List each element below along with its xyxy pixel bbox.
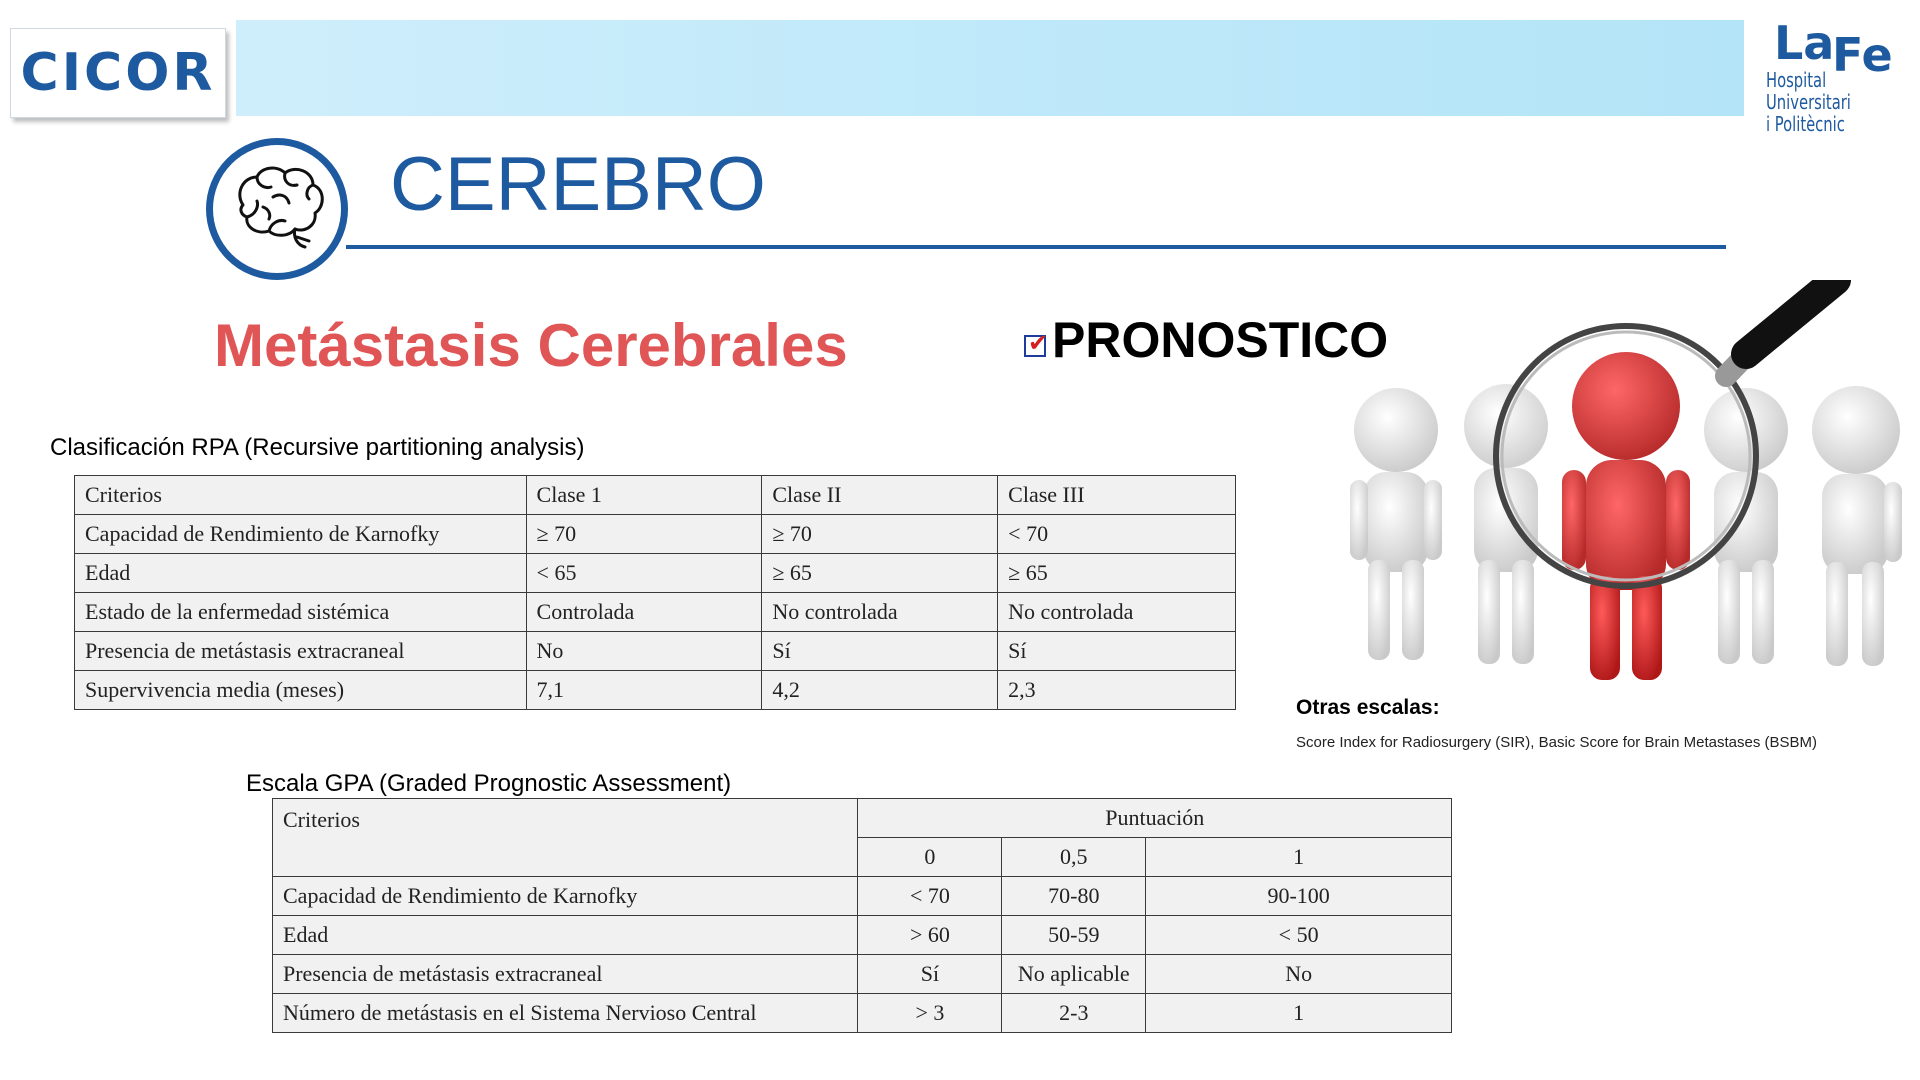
table-cell: Presencia de metástasis extracraneal [273, 955, 858, 994]
table-row [75, 515, 1236, 554]
table-row [75, 593, 1236, 632]
table-header-cell: Clase III [998, 476, 1236, 515]
table-cell: Estado de la enfermedad sistémica [75, 593, 527, 632]
figure-white-1 [1350, 388, 1442, 660]
other-scales-title: Otras escalas: [1296, 696, 1440, 719]
table-cell: 2-3 [1002, 994, 1146, 1033]
table-cell: < 70 [858, 877, 1002, 916]
table-cell: Capacidad de Rendimiento de Karnofky [273, 877, 858, 916]
table-cell: Sí [998, 632, 1236, 671]
table-cell: Controlada [526, 593, 762, 632]
other-scales-text: Score Index for Radiosurgery (SIR), Basic Score for Brain Metastases (BSBM) [1296, 734, 1818, 751]
table-cell: > 60 [858, 916, 1002, 955]
header-band [236, 20, 1744, 116]
table-cell: No [1146, 955, 1452, 994]
lafe-logo-la: La [1774, 16, 1835, 70]
brain-icon [213, 145, 341, 273]
table-row [273, 994, 1452, 1033]
pronostico-text: PRONOSTICO [1052, 312, 1389, 368]
section-title: CEREBRO [390, 142, 766, 227]
table-cell: Edad [75, 554, 527, 593]
title-divider [346, 245, 1726, 249]
brain-icon-badge [206, 138, 348, 280]
rpa-table [74, 475, 1236, 710]
table-cell: 90-100 [1146, 877, 1452, 916]
table-cell: ≥ 70 [526, 515, 762, 554]
figure-white-4 [1812, 386, 1902, 666]
pronostico-label [1024, 310, 1388, 370]
table-header-cell: 0,5 [1002, 838, 1146, 877]
lafe-logo-line-2: Universitari [1766, 90, 1851, 114]
table-header-cell: 0 [858, 838, 1002, 877]
table-header-cell: Criterios [75, 476, 527, 515]
lafe-logo [1762, 18, 1912, 138]
table-cell: 1 [1146, 994, 1452, 1033]
table-cell: No aplicable [1002, 955, 1146, 994]
table-cell: Presencia de metástasis extracraneal [75, 632, 527, 671]
table-cell: 50-59 [1002, 916, 1146, 955]
table-cell: No controlada [998, 593, 1236, 632]
table-cell: 2,3 [998, 671, 1236, 710]
table-cell: Supervivencia media (meses) [75, 671, 527, 710]
magnifier-person-icon [1336, 280, 1916, 692]
table-row [75, 671, 1236, 710]
table-cell: 70-80 [1002, 877, 1146, 916]
table-row [75, 554, 1236, 593]
table-header-cell: 1 [1146, 838, 1452, 877]
table-cell: < 50 [1146, 916, 1452, 955]
table-cell: < 65 [526, 554, 762, 593]
table-cell: ≥ 70 [762, 515, 998, 554]
cicor-logo [10, 28, 226, 118]
table-header-cell: Criterios [273, 799, 858, 877]
table-cell: > 3 [858, 994, 1002, 1033]
table-cell: 4,2 [762, 671, 998, 710]
table-cell: No controlada [762, 593, 998, 632]
table-row [75, 632, 1236, 671]
table-cell: ≥ 65 [762, 554, 998, 593]
table-header-cell: Puntuación [858, 799, 1452, 838]
cicor-logo-text: CICOR [20, 43, 216, 103]
table-cell: Capacidad de Rendimiento de Karnofky [75, 515, 527, 554]
table-row [273, 955, 1452, 994]
table-header-row [75, 476, 1236, 515]
checkbox-checked-icon: ✔ [1024, 335, 1046, 357]
table-cell: Sí [858, 955, 1002, 994]
lafe-logo-fe: Fe [1832, 28, 1893, 82]
table-header-row [273, 799, 1452, 838]
table-row [273, 877, 1452, 916]
table-cell: 7,1 [526, 671, 762, 710]
page-heading: Metástasis Cerebrales [214, 312, 848, 379]
table-row [273, 916, 1452, 955]
table-cell: Número de metástasis en el Sistema Nervioso Central [273, 994, 858, 1033]
gpa-table [272, 798, 1452, 1033]
table-cell: ≥ 65 [998, 554, 1236, 593]
gpa-caption: Escala GPA (Graded Prognostic Assessment) [246, 770, 732, 797]
table-cell: No [526, 632, 762, 671]
table-header-cell: Clase II [762, 476, 998, 515]
lafe-logo-line-1: Hospital [1766, 68, 1827, 92]
table-cell: Sí [762, 632, 998, 671]
rpa-caption: Clasificación RPA (Recursive partitioning analysis) [50, 434, 585, 461]
table-cell: Edad [273, 916, 858, 955]
table-cell: < 70 [998, 515, 1236, 554]
table-header-cell: Clase 1 [526, 476, 762, 515]
lafe-logo-line-3: i Politècnic [1766, 112, 1845, 136]
